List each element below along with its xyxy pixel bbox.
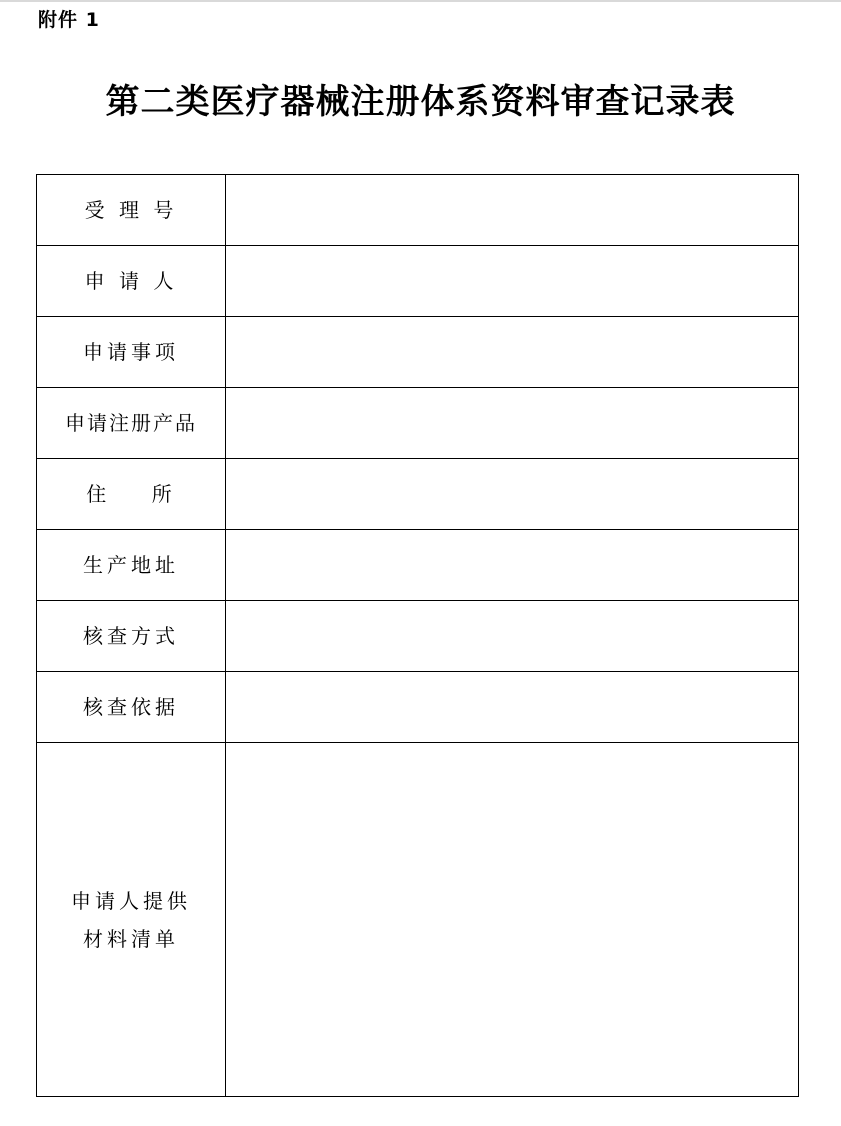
table-row — [37, 317, 799, 388]
field-label-acceptance-number: 受 理 号 — [37, 175, 226, 246]
field-value-applicant[interactable] — [226, 246, 799, 317]
field-label-applicant: 申 请 人 — [37, 246, 226, 317]
field-value-inspection-method[interactable] — [226, 601, 799, 672]
materials-label-line-2: 材料清单 — [83, 926, 179, 951]
table-row — [37, 601, 799, 672]
field-value-product[interactable] — [226, 388, 799, 459]
table-row — [37, 672, 799, 743]
field-label-production-address: 生产地址 — [37, 530, 226, 601]
field-value-application-item[interactable] — [226, 317, 799, 388]
field-label-materials-list — [37, 743, 226, 1097]
table-row — [37, 246, 799, 317]
page-title: 第二类医疗器械注册体系资料审查记录表 — [105, 82, 736, 122]
field-label-inspection-basis: 核查依据 — [37, 672, 226, 743]
table-row — [37, 459, 799, 530]
field-label-residence: 住 所 — [37, 459, 226, 530]
field-value-acceptance-number[interactable] — [226, 175, 799, 246]
field-label-product: 申请注册产品 — [37, 388, 226, 459]
table-row — [37, 743, 799, 1097]
field-label-inspection-method: 核查方式 — [37, 601, 226, 672]
field-value-materials-list[interactable] — [226, 743, 799, 1097]
page-top-edge — [0, 0, 841, 2]
field-value-inspection-basis[interactable] — [226, 672, 799, 743]
field-value-production-address[interactable] — [226, 530, 799, 601]
field-value-residence[interactable] — [226, 459, 799, 530]
attachment-label: 附件 1 — [38, 9, 100, 31]
field-label-application-item: 申请事项 — [37, 317, 226, 388]
materials-label-line-1: 申请人提供 — [71, 888, 191, 913]
review-record-table — [36, 174, 799, 1097]
table-row — [37, 530, 799, 601]
table-row — [37, 388, 799, 459]
table-row — [37, 175, 799, 246]
